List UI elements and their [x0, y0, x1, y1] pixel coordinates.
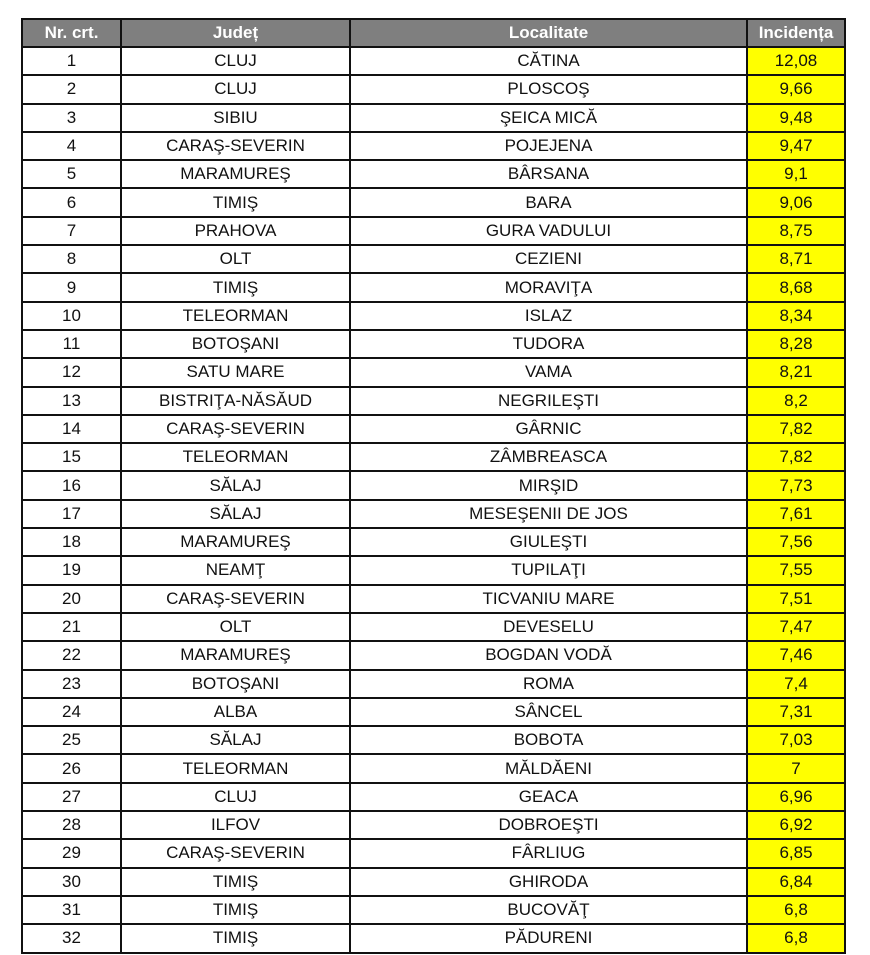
table-row [22, 698, 845, 726]
table-row [22, 443, 845, 471]
cell-judet: TELEORMAN [121, 443, 350, 471]
cell-nr: 29 [22, 839, 121, 867]
cell-nr: 5 [22, 160, 121, 188]
cell-incidenta: 6,96 [747, 783, 845, 811]
cell-nr: 25 [22, 726, 121, 754]
table-row [22, 132, 845, 160]
cell-nr: 30 [22, 868, 121, 896]
table-row [22, 188, 845, 216]
cell-nr: 11 [22, 330, 121, 358]
cell-judet: MARAMUREŞ [121, 528, 350, 556]
table-row [22, 613, 845, 641]
cell-nr: 20 [22, 585, 121, 613]
cell-incidenta: 9,1 [747, 160, 845, 188]
cell-incidenta: 7,82 [747, 443, 845, 471]
cell-localitate: TUPILAŢI [350, 556, 747, 584]
cell-nr: 13 [22, 387, 121, 415]
table-row [22, 245, 845, 273]
header-judet: Județ [121, 19, 350, 47]
header-row [22, 19, 845, 47]
cell-incidenta: 6,84 [747, 868, 845, 896]
cell-localitate: BOBOTA [350, 726, 747, 754]
table-row [22, 726, 845, 754]
cell-nr: 7 [22, 217, 121, 245]
cell-localitate: GURA VADULUI [350, 217, 747, 245]
cell-nr: 18 [22, 528, 121, 556]
cell-incidenta: 7,61 [747, 500, 845, 528]
cell-nr: 8 [22, 245, 121, 273]
table-row [22, 528, 845, 556]
cell-incidenta: 8,68 [747, 273, 845, 301]
cell-incidenta: 7,47 [747, 613, 845, 641]
cell-localitate: PĂDURENI [350, 924, 747, 952]
cell-incidenta: 8,28 [747, 330, 845, 358]
cell-localitate: NEGRILEŞTI [350, 387, 747, 415]
cell-judet: SĂLAJ [121, 500, 350, 528]
cell-incidenta: 8,71 [747, 245, 845, 273]
table-row [22, 217, 845, 245]
cell-localitate: GHIRODA [350, 868, 747, 896]
table-row [22, 47, 845, 75]
cell-nr: 19 [22, 556, 121, 584]
cell-nr: 14 [22, 415, 121, 443]
cell-incidenta: 7,55 [747, 556, 845, 584]
table-row [22, 500, 845, 528]
table-row [22, 273, 845, 301]
cell-judet: TIMIŞ [121, 896, 350, 924]
cell-localitate: CEZIENI [350, 245, 747, 273]
cell-localitate: ISLAZ [350, 302, 747, 330]
cell-localitate: ROMA [350, 670, 747, 698]
table-row [22, 670, 845, 698]
cell-localitate: BOGDAN VODĂ [350, 641, 747, 669]
cell-incidenta: 6,8 [747, 924, 845, 952]
cell-judet: TIMIŞ [121, 273, 350, 301]
cell-localitate: VAMA [350, 358, 747, 386]
table-body [22, 47, 845, 953]
table-row [22, 754, 845, 782]
cell-localitate: DOBROEŞTI [350, 811, 747, 839]
cell-judet: TIMIŞ [121, 868, 350, 896]
cell-nr: 26 [22, 754, 121, 782]
cell-judet: MARAMUREŞ [121, 160, 350, 188]
cell-incidenta: 7,82 [747, 415, 845, 443]
table-row [22, 75, 845, 103]
cell-judet: MARAMUREŞ [121, 641, 350, 669]
cell-localitate: CĂTINA [350, 47, 747, 75]
cell-localitate: DEVESELU [350, 613, 747, 641]
cell-nr: 10 [22, 302, 121, 330]
cell-localitate: ŞEICA MICĂ [350, 104, 747, 132]
table-row [22, 924, 845, 952]
cell-judet: CARAŞ-SEVERIN [121, 132, 350, 160]
cell-nr: 23 [22, 670, 121, 698]
cell-nr: 6 [22, 188, 121, 216]
cell-judet: OLT [121, 245, 350, 273]
cell-nr: 2 [22, 75, 121, 103]
cell-judet: SĂLAJ [121, 471, 350, 499]
cell-incidenta: 8,2 [747, 387, 845, 415]
cell-nr: 24 [22, 698, 121, 726]
cell-incidenta: 9,47 [747, 132, 845, 160]
cell-nr: 17 [22, 500, 121, 528]
cell-judet: SĂLAJ [121, 726, 350, 754]
cell-judet: TIMIŞ [121, 188, 350, 216]
cell-incidenta: 7,4 [747, 670, 845, 698]
cell-nr: 4 [22, 132, 121, 160]
cell-judet: TELEORMAN [121, 302, 350, 330]
cell-localitate: BARA [350, 188, 747, 216]
cell-incidenta: 7 [747, 754, 845, 782]
cell-judet: SIBIU [121, 104, 350, 132]
cell-judet: TELEORMAN [121, 754, 350, 782]
table-row [22, 471, 845, 499]
table-row [22, 302, 845, 330]
table-row [22, 868, 845, 896]
table-row [22, 783, 845, 811]
cell-localitate: MESEŞENII DE JOS [350, 500, 747, 528]
cell-judet: CLUJ [121, 783, 350, 811]
cell-incidenta: 12,08 [747, 47, 845, 75]
cell-localitate: MORAVIŢA [350, 273, 747, 301]
cell-incidenta: 9,66 [747, 75, 845, 103]
header-incidenta: Incidența [747, 19, 845, 47]
cell-localitate: FÂRLIUG [350, 839, 747, 867]
cell-nr: 1 [22, 47, 121, 75]
cell-judet: SATU MARE [121, 358, 350, 386]
table-row [22, 585, 845, 613]
table-row [22, 556, 845, 584]
cell-incidenta: 8,75 [747, 217, 845, 245]
cell-localitate: BUCOVĂŢ [350, 896, 747, 924]
cell-localitate: MĂLDĂENI [350, 754, 747, 782]
cell-judet: OLT [121, 613, 350, 641]
cell-incidenta: 7,03 [747, 726, 845, 754]
header-localitate: Localitate [350, 19, 747, 47]
cell-nr: 31 [22, 896, 121, 924]
table-row [22, 839, 845, 867]
cell-judet: BOTOŞANI [121, 670, 350, 698]
cell-localitate: GEACA [350, 783, 747, 811]
cell-nr: 12 [22, 358, 121, 386]
header-nr: Nr. crt. [22, 19, 121, 47]
cell-judet: NEAMŢ [121, 556, 350, 584]
cell-judet: ILFOV [121, 811, 350, 839]
table-row [22, 811, 845, 839]
cell-localitate: ZÂMBREASCA [350, 443, 747, 471]
cell-nr: 28 [22, 811, 121, 839]
cell-nr: 27 [22, 783, 121, 811]
cell-localitate: TICVANIU MARE [350, 585, 747, 613]
cell-judet: ALBA [121, 698, 350, 726]
cell-localitate: SÂNCEL [350, 698, 747, 726]
cell-judet: BOTOŞANI [121, 330, 350, 358]
cell-incidenta: 9,06 [747, 188, 845, 216]
cell-localitate: BÂRSANA [350, 160, 747, 188]
table-row [22, 160, 845, 188]
table-row [22, 358, 845, 386]
cell-incidenta: 8,34 [747, 302, 845, 330]
cell-nr: 22 [22, 641, 121, 669]
cell-nr: 16 [22, 471, 121, 499]
cell-judet: CLUJ [121, 75, 350, 103]
cell-localitate: GÂRNIC [350, 415, 747, 443]
cell-nr: 9 [22, 273, 121, 301]
cell-localitate: MIRŞID [350, 471, 747, 499]
cell-incidenta: 6,92 [747, 811, 845, 839]
cell-incidenta: 6,8 [747, 896, 845, 924]
cell-nr: 15 [22, 443, 121, 471]
table-row [22, 896, 845, 924]
cell-incidenta: 7,51 [747, 585, 845, 613]
cell-incidenta: 8,21 [747, 358, 845, 386]
cell-judet: PRAHOVA [121, 217, 350, 245]
cell-incidenta: 7,46 [747, 641, 845, 669]
cell-incidenta: 9,48 [747, 104, 845, 132]
table-row [22, 641, 845, 669]
cell-localitate: POJEJENA [350, 132, 747, 160]
table-row [22, 104, 845, 132]
cell-judet: CARAŞ-SEVERIN [121, 415, 350, 443]
table-row [22, 387, 845, 415]
cell-incidenta: 6,85 [747, 839, 845, 867]
cell-nr: 3 [22, 104, 121, 132]
cell-judet: BISTRIŢA-NĂSĂUD [121, 387, 350, 415]
cell-judet: TIMIŞ [121, 924, 350, 952]
cell-localitate: PLOSCOŞ [350, 75, 747, 103]
cell-nr: 21 [22, 613, 121, 641]
cell-incidenta: 7,56 [747, 528, 845, 556]
cell-localitate: TUDORA [350, 330, 747, 358]
cell-judet: CLUJ [121, 47, 350, 75]
incidence-table [21, 18, 846, 954]
table-row [22, 330, 845, 358]
cell-judet: CARAŞ-SEVERIN [121, 585, 350, 613]
table-row [22, 415, 845, 443]
cell-judet: CARAŞ-SEVERIN [121, 839, 350, 867]
cell-incidenta: 7,31 [747, 698, 845, 726]
cell-incidenta: 7,73 [747, 471, 845, 499]
cell-nr: 32 [22, 924, 121, 952]
cell-localitate: GIULEŞTI [350, 528, 747, 556]
